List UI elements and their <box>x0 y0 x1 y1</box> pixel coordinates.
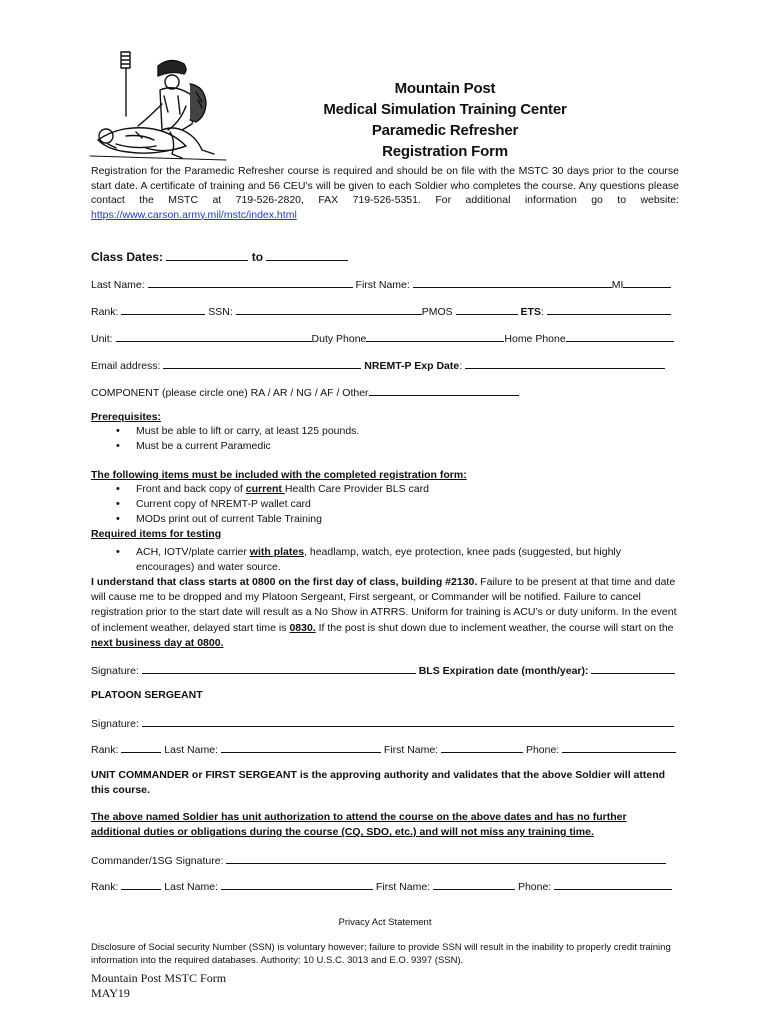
delayed-time: 0830. <box>289 621 316 634</box>
nremt-exp-label: NREMT-P Exp Date <box>364 360 460 372</box>
platoon-rank-field[interactable] <box>121 741 161 753</box>
privacy-act-title: Privacy Act Statement <box>338 917 432 928</box>
duty-phone-field[interactable] <box>366 330 504 342</box>
ets-colon: : <box>540 306 544 318</box>
next-business-day: next business day at 0800. <box>91 636 224 649</box>
platoon-last-name-field[interactable] <box>221 741 381 753</box>
nremt-exp-field[interactable] <box>465 357 665 369</box>
commander-last-name-field[interactable] <box>221 878 373 890</box>
home-phone-label: Home Phone <box>504 333 566 345</box>
policy-text-2: If the post is shut down due to inclement weather, the course will start on the <box>315 621 674 634</box>
signature-row <box>91 662 679 678</box>
class-end-field[interactable] <box>266 249 348 261</box>
last-name-label: Last Name: <box>91 279 145 291</box>
commander-signature-field[interactable] <box>226 852 666 864</box>
commander-rank-label: Rank: <box>91 881 119 893</box>
class-dates-to: to <box>251 250 264 264</box>
commander-rank-field[interactable] <box>121 878 161 890</box>
testing-title: Required items for testing <box>91 528 222 540</box>
header-line-2: Medical Simulation Training Center <box>323 101 567 118</box>
last-name-field[interactable] <box>148 276 353 288</box>
website-link[interactable]: https://www.carson.army.mil/mstc/index.html <box>91 208 297 221</box>
bls-exp-label: BLS Expiration date (month/year): <box>418 665 589 677</box>
first-name-label: First Name: <box>355 279 410 291</box>
pmos-field[interactable] <box>456 303 518 315</box>
platoon-last-name-label: Last Name: <box>164 744 218 756</box>
medic-illustration <box>86 44 236 168</box>
privacy-act-text: Disclosure of Social security Number (SSN) is voluntary however; failure to provide SSN will result in the inability to properly credit training information into the required databases. Authority: 10 U.S.C. 3013 and E.O. 9397 (SSN). <box>91 942 671 967</box>
prerequisites-section <box>91 410 679 454</box>
unit-row <box>91 330 679 346</box>
class-dates-label: Class Dates: <box>91 250 164 264</box>
required-items-title: The following items must be included with the completed registration form: <box>91 469 467 481</box>
mi-field[interactable] <box>623 276 671 288</box>
platoon-signature-label: Signature: <box>91 718 139 730</box>
form-title: Registration Form <box>382 143 508 160</box>
ssn-field[interactable] <box>236 303 422 315</box>
policy-paragraph <box>91 575 679 651</box>
footer-form-name: Mountain Post MSTC Form <box>91 971 227 985</box>
platoon-signature-row <box>91 715 679 731</box>
required-items-section <box>91 468 679 541</box>
header-line-1: Mountain Post <box>394 80 496 97</box>
commander-phone-label: Phone: <box>517 881 552 893</box>
platoon-first-name-label: First Name: <box>383 744 439 756</box>
signature-field[interactable] <box>142 662 416 674</box>
component-row <box>91 384 679 400</box>
bls-exp-field[interactable] <box>591 662 675 674</box>
mi-label: MI <box>611 279 624 291</box>
class-start-field[interactable] <box>166 249 248 261</box>
email-row <box>91 357 679 373</box>
rank-row <box>91 303 679 319</box>
unit-field[interactable] <box>116 330 312 342</box>
commander-signature-row <box>91 852 679 868</box>
component-label: COMPONENT (please circle one) RA / AR / NG / AF / Other <box>91 387 369 399</box>
nremt-colon: : <box>459 360 463 372</box>
platoon-rank-label: Rank: <box>91 744 119 756</box>
header-line-3: Paramedic Refresher <box>371 122 519 139</box>
form-header <box>300 78 590 162</box>
platoon-first-name-field[interactable] <box>441 741 523 753</box>
pmos-label: PMOS <box>421 306 453 318</box>
testing-item-gear: • ACH, IOTV/plate carrier with plates, headlamp, watch, eye protection, knee pads (suggested, but highly encourages) and water source. <box>91 545 679 575</box>
component-other-field[interactable] <box>369 384 519 396</box>
platoon-info-row <box>91 741 679 757</box>
rank-field[interactable] <box>121 303 205 315</box>
platoon-signature-field[interactable] <box>142 715 674 727</box>
intro-paragraph <box>91 164 679 222</box>
email-label: Email address: <box>91 360 161 372</box>
ets-field[interactable] <box>547 303 671 315</box>
item-nremt-card: • Current copy of NREMT-P wallet card <box>91 497 679 512</box>
form-footer <box>91 971 226 1001</box>
item-mods-printout: • MODs print out of current Table Training <box>91 512 679 527</box>
prereq-item-lift: • Must be able to lift or carry, at least 125 pounds. <box>91 424 679 439</box>
commander-last-name-label: Last Name: <box>164 881 218 893</box>
ssn-label: SSN: <box>208 306 233 318</box>
signature-label: Signature: <box>91 665 139 677</box>
item-bls-card: • Front and back copy of current Health Care Provider BLS card <box>91 482 679 497</box>
commander-signature-label: Commander/1SG Signature: <box>91 855 224 867</box>
policy-text: Failure to be present at that time and date will cause me to be dropped and my Platoon Sergeant, First sergeant, or Commander will be notified. Failure to cancel registration prior to the start date will result as a No Show in ATRRS. Uniform for training is ACU’s or duty uniform. In the event of inclement weather, delayed start time is <box>91 576 677 634</box>
name-row <box>91 276 679 292</box>
class-dates-row <box>91 249 679 264</box>
footer-version: MAY19 <box>91 986 130 1000</box>
commander-first-name-field[interactable] <box>433 878 515 890</box>
commander-first-name-label: First Name: <box>375 881 431 893</box>
testing-items <box>91 545 679 575</box>
unit-label: Unit: <box>91 333 113 345</box>
prereq-item-paramedic: • Must be a current Paramedic <box>91 439 679 454</box>
first-name-field[interactable] <box>413 276 612 288</box>
platoon-phone-field[interactable] <box>562 741 676 753</box>
email-field[interactable] <box>163 357 361 369</box>
ets-label: ETS <box>520 306 541 318</box>
duty-phone-label: Duty Phone <box>311 333 367 345</box>
policy-lead: I understand that class starts at 0800 on the first day of class, building #2130. <box>91 576 478 588</box>
commander-phone-field[interactable] <box>554 878 672 890</box>
commander-approval-note: UNIT COMMANDER or FIRST SERGEANT is the approving authority and validates that the above Soldier will attend this course. <box>91 769 666 797</box>
commander-info-row <box>91 878 679 894</box>
home-phone-field[interactable] <box>566 330 674 342</box>
unit-authorization-note: The above named Soldier has unit authorization to attend the course on the above dates and has no further additional duties or obligations during the course (CQ, SDO, etc.) and will not miss any training time. <box>91 811 627 839</box>
intro-text: Registration for the Paramedic Refresher course is required and should be on file with the MSTC 30 days prior to the course start date. A certificate of training and 56 CEU’s will be given to each Soldier who completes the course. Any questions please contact the MSTC at 719-526-2820, FAX 719-526-5351. For additional information go to website: <box>91 165 679 207</box>
platoon-sergeant-title: PLATOON SERGEANT <box>91 689 203 701</box>
prerequisites-title: Prerequisites: <box>91 411 162 423</box>
rank-label: Rank: <box>91 306 119 318</box>
platoon-phone-label: Phone: <box>525 744 560 756</box>
